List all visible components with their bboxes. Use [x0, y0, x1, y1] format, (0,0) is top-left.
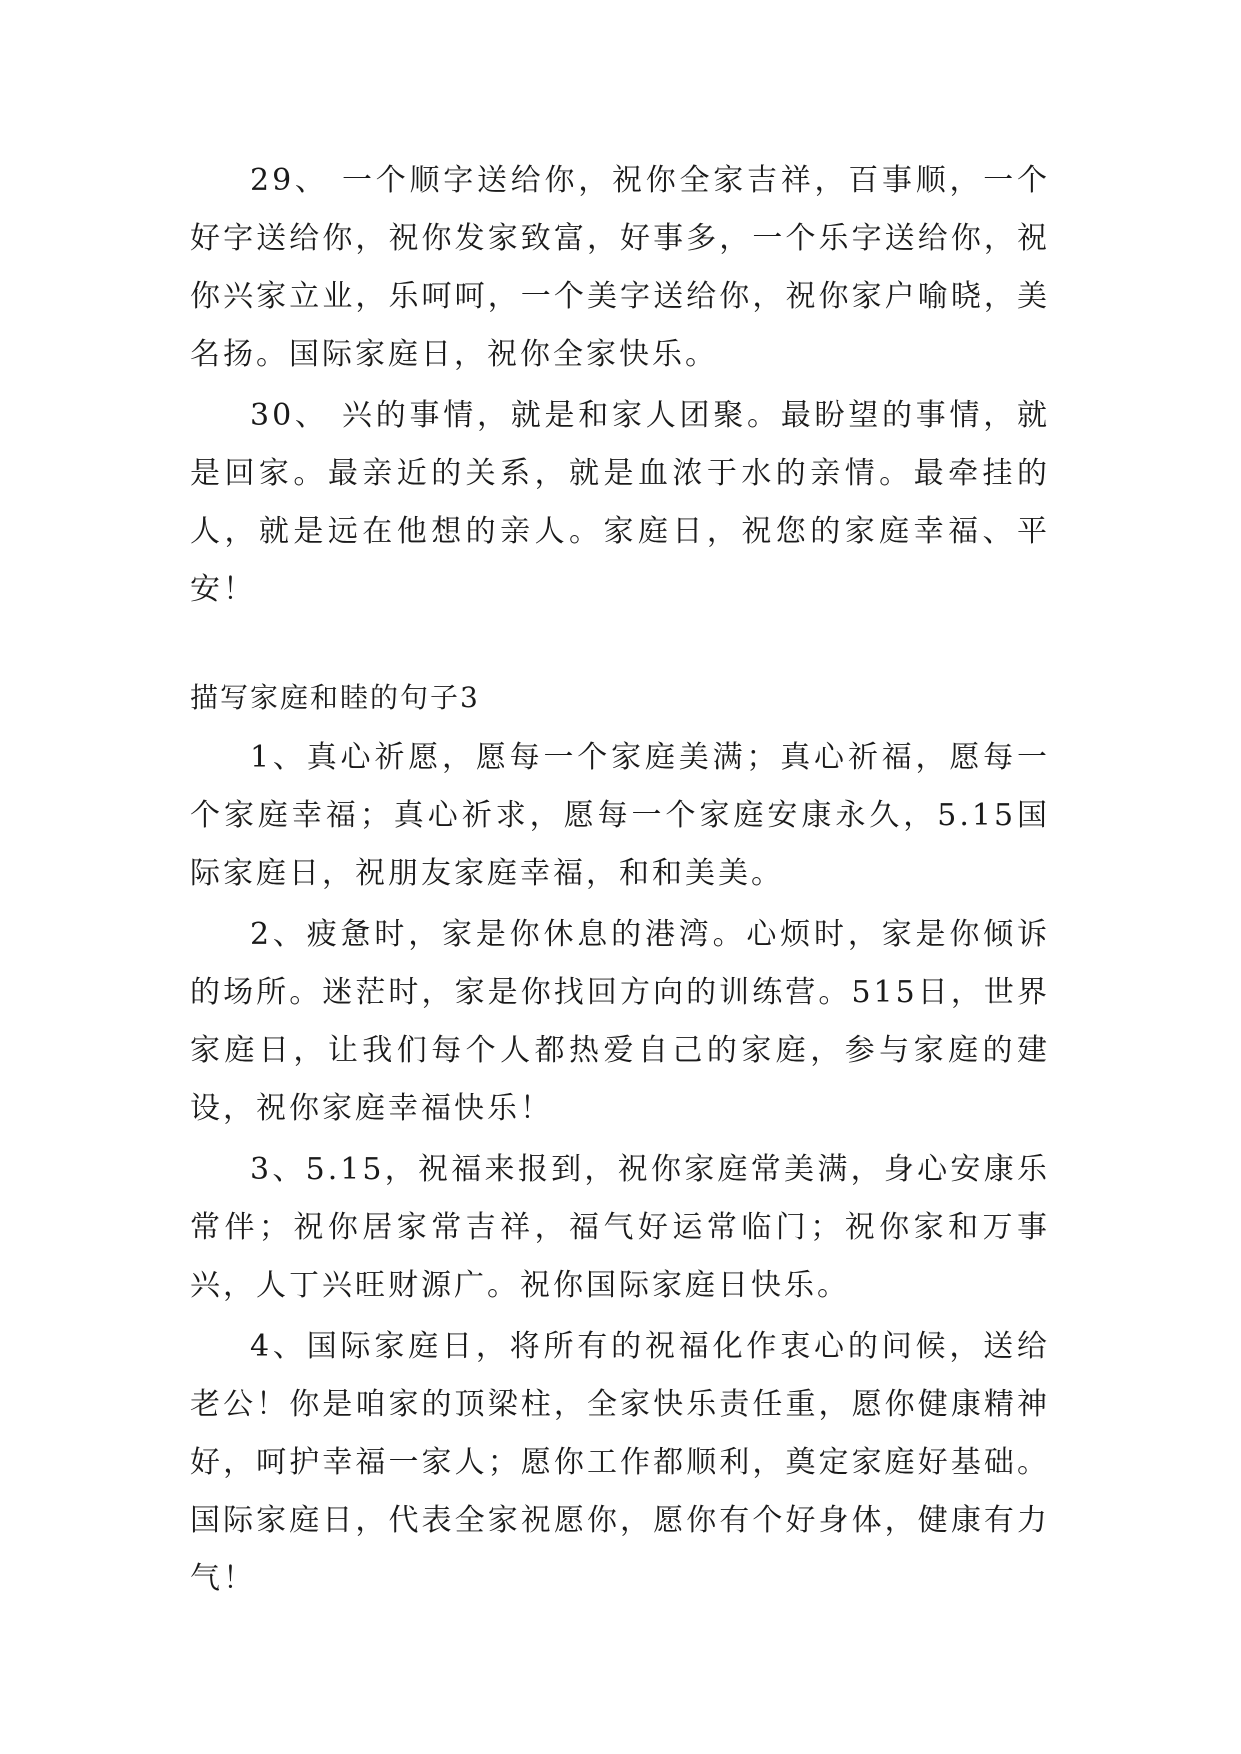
section-heading: 描写家庭和睦的句子3: [190, 681, 480, 714]
document-page: [190, 152, 1050, 1611]
paragraph-2: 2、疲惫时，家是你休息的港湾。心烦时，家是你倾诉的场所。迷茫时，家是你找回方向的训练营。515日，世界家庭日，让我们每个人都热爱自己的家庭，参与家庭的建设，祝你家庭幸福快乐！: [190, 917, 1050, 1126]
paragraph-30: 30、 兴的事情，就是和家人团聚。最盼望的事情，就是回家。最亲近的关系，就是血浓于水的亲情。最牵挂的人，就是远在他想的亲人。家庭日，祝您的家庭幸福、平安！: [190, 398, 1050, 607]
paragraph-29: 29、 一个顺字送给你，祝你全家吉祥，百事顺，一个好字送给你，祝你发家致富，好事多，一个乐字送给你，祝你兴家立业，乐呵呵，一个美字送给你，祝你家户喻晓，美名扬。国际家庭日，祝你全家快乐。: [190, 163, 1050, 372]
paragraph-1: 1、真心祈愿，愿每一个家庭美满；真心祈福，愿每一个家庭幸福；真心祈求，愿每一个家庭安康永久，5.15国际家庭日，祝朋友家庭幸福，和和美美。: [190, 740, 1050, 891]
paragraph-3: 3、5.15，祝福来报到，祝你家庭常美满，身心安康乐常伴；祝你居家常吉祥，福气好运常临门；祝你家和万事兴，人丁兴旺财源广。祝你国际家庭日快乐。: [190, 1152, 1050, 1303]
paragraph-4: 4、国际家庭日，将所有的祝福化作衷心的问候，送给老公！你是咱家的顶梁柱，全家快乐责任重，愿你健康精神好，呵护幸福一家人；愿你工作都顺利，奠定家庭好基础。国际家庭日，代表全家祝愿你，愿你有个好身体，健康有力气！: [190, 1329, 1050, 1596]
